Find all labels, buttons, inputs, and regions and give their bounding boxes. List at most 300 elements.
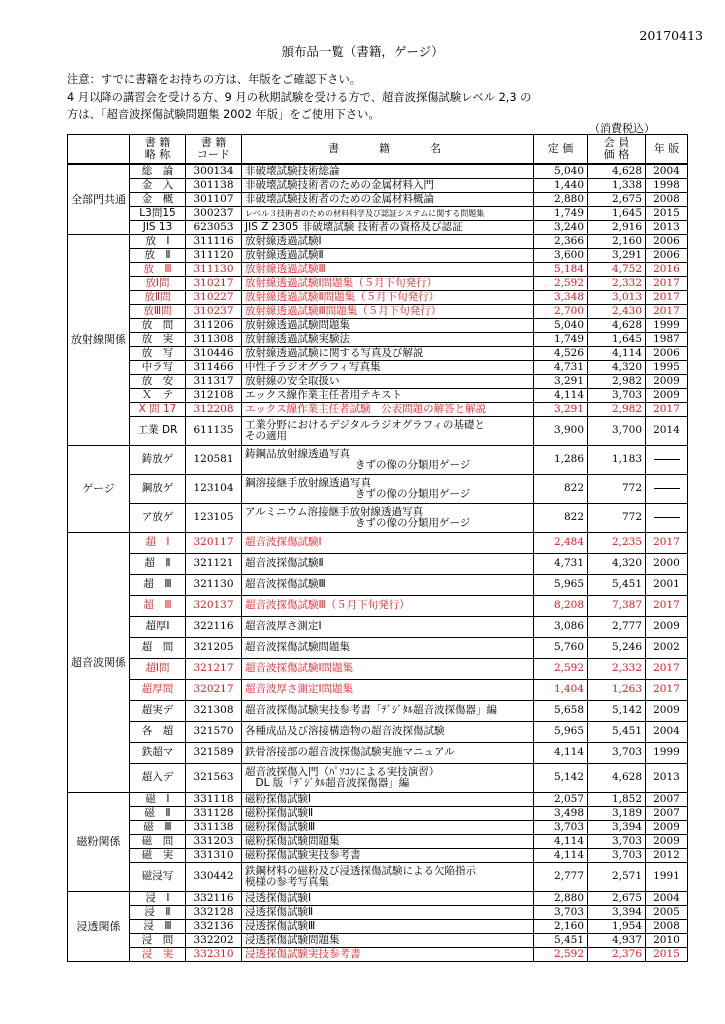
book-title-cell: 鉄鋼材料の磁粉及び浸透探傷試験による欠陥指示 模様の参考写真集 bbox=[242, 862, 534, 891]
book-abbr-cell: 鋼放ゲ bbox=[130, 474, 186, 503]
book-code-cell: 321563 bbox=[186, 763, 242, 792]
book-title-cell: 浸透探傷試験Ⅱ bbox=[242, 905, 534, 919]
list-price-cell: 2,880 bbox=[534, 192, 588, 206]
table-row bbox=[68, 700, 688, 721]
book-abbr-cell: 放 Ⅰ bbox=[130, 234, 186, 248]
no-edition-dash bbox=[654, 459, 680, 460]
table-row bbox=[68, 574, 688, 595]
table-row bbox=[68, 532, 688, 553]
member-price-cell: 1,954 bbox=[588, 919, 646, 933]
book-code-cell: 331138 bbox=[186, 820, 242, 834]
member-price-cell: 3,394 bbox=[588, 905, 646, 919]
book-code-cell: 320117 bbox=[186, 532, 242, 553]
table-row bbox=[68, 445, 688, 474]
book-abbr-cell: 浸 Ⅱ bbox=[130, 905, 186, 919]
book-abbr-cell: 放 実 bbox=[130, 332, 186, 346]
table-row bbox=[68, 220, 688, 234]
section-category-label: 浸透関係 bbox=[68, 891, 130, 961]
edition-cell: 1995 bbox=[646, 360, 688, 374]
member-price-cell: 2,332 bbox=[588, 658, 646, 679]
book-abbr-cell: 浸 問 bbox=[130, 933, 186, 947]
member-price-cell: 2,332 bbox=[588, 276, 646, 290]
table-row bbox=[68, 763, 688, 792]
edition-cell bbox=[646, 474, 688, 503]
section-category-label: 放射線関係 bbox=[68, 234, 130, 445]
list-price-cell: 5,142 bbox=[534, 763, 588, 792]
book-title-cell: 放射線透過試験実験法 bbox=[242, 332, 534, 346]
book-code-cell: 321205 bbox=[186, 637, 242, 658]
book-title-cell: 超音波探傷入門（ﾊﾟｿｺﾝによる実技演習） DL 版「ﾃﾞｼﾞﾀﾙ超音波探傷器」編 bbox=[242, 763, 534, 792]
table-row bbox=[68, 721, 688, 742]
book-abbr-cell: 放 問 bbox=[130, 318, 186, 332]
list-price-cell: 5,040 bbox=[534, 164, 588, 178]
column-header-code: 書 籍 コード bbox=[186, 135, 242, 165]
edition-cell: 1998 bbox=[646, 178, 688, 192]
book-title-cell: 超音波探傷試験Ⅰ問題集 bbox=[242, 658, 534, 679]
column-header-category bbox=[68, 135, 130, 165]
list-price-cell: 4,731 bbox=[534, 360, 588, 374]
edition-cell: 2017 bbox=[646, 679, 688, 700]
member-price-cell: 2,430 bbox=[588, 304, 646, 318]
table-row bbox=[68, 933, 688, 947]
table-row bbox=[68, 178, 688, 192]
book-abbr-cell: 浸 実 bbox=[130, 947, 186, 961]
edition-cell: 2009 bbox=[646, 616, 688, 637]
member-price-cell: 2,235 bbox=[588, 532, 646, 553]
table-row bbox=[68, 416, 688, 445]
list-price-cell: 2,700 bbox=[534, 304, 588, 318]
table-row bbox=[68, 792, 688, 806]
list-price-cell: 1,440 bbox=[534, 178, 588, 192]
member-price-cell: 4,628 bbox=[588, 318, 646, 332]
list-price-cell: 5,451 bbox=[534, 933, 588, 947]
column-header-name: 書 籍 名 bbox=[242, 135, 534, 165]
book-title-cell: 磁粉探傷試験Ⅰ bbox=[242, 792, 534, 806]
member-price-cell: 3,703 bbox=[588, 848, 646, 862]
column-header-edition: 年 版 bbox=[646, 135, 688, 165]
table-row bbox=[68, 290, 688, 304]
table-row bbox=[68, 332, 688, 346]
book-code-cell: 331310 bbox=[186, 848, 242, 862]
book-abbr-cell: 金 概 bbox=[130, 192, 186, 206]
column-header-member-price: 会 員 価 格 bbox=[588, 135, 646, 165]
edition-cell: 2002 bbox=[646, 637, 688, 658]
book-abbr-cell: 磁 実 bbox=[130, 848, 186, 862]
list-price-cell: 1,286 bbox=[534, 445, 588, 474]
table-row bbox=[68, 658, 688, 679]
list-price-cell: 1,749 bbox=[534, 332, 588, 346]
list-price-cell: 1,749 bbox=[534, 206, 588, 220]
list-price-cell: 2,592 bbox=[534, 658, 588, 679]
book-abbr-cell: 超実デ bbox=[130, 700, 186, 721]
table-row bbox=[68, 820, 688, 834]
book-title-cell: 超音波厚さ測定Ⅰ問題集 bbox=[242, 679, 534, 700]
edition-cell: 2004 bbox=[646, 891, 688, 905]
list-price-cell: 8,208 bbox=[534, 595, 588, 616]
edition-cell: 2017 bbox=[646, 532, 688, 553]
book-abbr-cell: X 問 17 bbox=[130, 402, 186, 416]
book-code-cell: 312108 bbox=[186, 388, 242, 402]
member-price-cell: 4,628 bbox=[588, 164, 646, 178]
book-title-cell: 超音波厚さ測定Ⅰ bbox=[242, 616, 534, 637]
book-title-cell: 放射線透過試験Ⅰ問題集（５月下旬発行） bbox=[242, 276, 534, 290]
book-code-cell: 310237 bbox=[186, 304, 242, 318]
book-code-cell: 331118 bbox=[186, 792, 242, 806]
member-price-cell: 5,246 bbox=[588, 637, 646, 658]
list-price-cell: 3,086 bbox=[534, 616, 588, 637]
member-price-cell: 2,982 bbox=[588, 402, 646, 416]
edition-cell: 1991 bbox=[646, 862, 688, 891]
book-title-cell: 磁粉探傷試験Ⅱ bbox=[242, 806, 534, 820]
table-body bbox=[68, 164, 688, 961]
member-price-cell: 4,628 bbox=[588, 763, 646, 792]
book-code-cell: 320217 bbox=[186, 679, 242, 700]
table-row bbox=[68, 806, 688, 820]
table-row bbox=[68, 388, 688, 402]
member-price-cell: 3,291 bbox=[588, 248, 646, 262]
book-title-cell: 超音波探傷試験Ⅱ bbox=[242, 553, 534, 574]
book-title-cell: 磁粉探傷試験実技参考書 bbox=[242, 848, 534, 862]
book-title-cell: アルミニウム溶接継手放射線透過写真 きずの像の分類用ゲージ bbox=[242, 503, 534, 532]
book-abbr-cell: 超入デ bbox=[130, 763, 186, 792]
edition-cell: 2009 bbox=[646, 700, 688, 721]
list-price-cell: 3,900 bbox=[534, 416, 588, 445]
member-price-cell: 3,013 bbox=[588, 290, 646, 304]
edition-cell: 2009 bbox=[646, 834, 688, 848]
book-code-cell: 331128 bbox=[186, 806, 242, 820]
edition-cell: 1999 bbox=[646, 742, 688, 763]
book-code-cell: 623053 bbox=[186, 220, 242, 234]
list-price-cell: 4,526 bbox=[534, 346, 588, 360]
table-row bbox=[68, 503, 688, 532]
edition-cell: 2010 bbox=[646, 933, 688, 947]
table-row bbox=[68, 834, 688, 848]
book-code-cell: 321570 bbox=[186, 721, 242, 742]
book-abbr-cell: 総 論 bbox=[130, 164, 186, 178]
book-title-cell: レベル３技術者のための材料科学及び認証システムに関する問題集 bbox=[242, 206, 534, 220]
member-price-cell: 7,387 bbox=[588, 595, 646, 616]
list-price-cell: 3,498 bbox=[534, 806, 588, 820]
column-header-abbr: 書 籍 略 称 bbox=[130, 135, 186, 165]
book-abbr-cell: 超 Ⅱ bbox=[130, 553, 186, 574]
member-price-cell: 772 bbox=[588, 474, 646, 503]
table-row bbox=[68, 862, 688, 891]
edition-cell: 2013 bbox=[646, 763, 688, 792]
book-title-cell: 磁粉探傷試験問題集 bbox=[242, 834, 534, 848]
list-price-cell: 3,703 bbox=[534, 905, 588, 919]
table-row bbox=[68, 234, 688, 248]
book-abbr-cell: 超厚問 bbox=[130, 679, 186, 700]
book-abbr-cell: 工業 DR bbox=[130, 416, 186, 445]
book-title-cell: 放射線透過試験Ⅱ問題集（５月下旬発行） bbox=[242, 290, 534, 304]
book-title-cell: 放射線透過試験Ⅰ bbox=[242, 234, 534, 248]
member-price-cell: 2,675 bbox=[588, 891, 646, 905]
member-price-cell: 1,263 bbox=[588, 679, 646, 700]
list-price-cell: 2,160 bbox=[534, 919, 588, 933]
book-abbr-cell: 超 Ⅲ bbox=[130, 574, 186, 595]
book-code-cell: 311317 bbox=[186, 374, 242, 388]
book-abbr-cell: 磁浸写 bbox=[130, 862, 186, 891]
table-row bbox=[68, 206, 688, 220]
price-table bbox=[67, 134, 688, 962]
book-code-cell: 310217 bbox=[186, 276, 242, 290]
book-title-cell: JIS Z 2305 非破壊試験 技術者の資格及び認証 bbox=[242, 220, 534, 234]
book-abbr-cell: 浸 Ⅰ bbox=[130, 891, 186, 905]
book-abbr-cell: 放Ⅲ問 bbox=[130, 304, 186, 318]
book-code-cell: 321121 bbox=[186, 553, 242, 574]
document-title: 頒布品一覧（書籍，ゲージ） bbox=[281, 44, 444, 59]
book-code-cell: 311206 bbox=[186, 318, 242, 332]
book-title-cell: 鉄骨溶接部の超音波探傷試験実施マニュアル bbox=[242, 742, 534, 763]
list-price-cell: 3,240 bbox=[534, 220, 588, 234]
table-row bbox=[68, 262, 688, 276]
edition-cell: 2006 bbox=[646, 346, 688, 360]
member-price-cell: 1,183 bbox=[588, 445, 646, 474]
book-title-cell: 超音波探傷試験Ⅲ bbox=[242, 574, 534, 595]
notice-line: 4 月以降の講習会を受ける方、9 月の秋期試験を受ける方で、超音波探傷試験レベル 2,3 の bbox=[67, 90, 532, 104]
table-row bbox=[68, 905, 688, 919]
book-title-cell: 工業分野におけるデジタルラジオグラフィの基礎と その適用 bbox=[242, 416, 534, 445]
book-abbr-cell: 超厚Ⅰ bbox=[130, 616, 186, 637]
book-code-cell: 321589 bbox=[186, 742, 242, 763]
book-code-cell: 311466 bbox=[186, 360, 242, 374]
book-title-cell: 放射線透過試験Ⅲ問題集（５月下旬発行） bbox=[242, 304, 534, 318]
section-category-label: 磁粉関係 bbox=[68, 792, 130, 891]
book-abbr-cell: 超Ⅰ問 bbox=[130, 658, 186, 679]
edition-cell: 2005 bbox=[646, 905, 688, 919]
table-row bbox=[68, 553, 688, 574]
edition-cell: 2006 bbox=[646, 234, 688, 248]
book-title-cell: 非破壊試験技術者のための金属材料概論 bbox=[242, 192, 534, 206]
book-title-cell: 各種成品及び溶接構造物の超音波探傷試験 bbox=[242, 721, 534, 742]
table-row bbox=[68, 374, 688, 388]
book-code-cell: 311120 bbox=[186, 248, 242, 262]
list-price-cell: 4,731 bbox=[534, 553, 588, 574]
table-row bbox=[68, 276, 688, 290]
edition-cell: 2017 bbox=[646, 658, 688, 679]
list-price-cell: 4,114 bbox=[534, 388, 588, 402]
book-title-cell: 放射線の安全取扱い bbox=[242, 374, 534, 388]
list-price-cell: 2,592 bbox=[534, 947, 588, 961]
member-price-cell: 2,916 bbox=[588, 220, 646, 234]
book-code-cell: 123105 bbox=[186, 503, 242, 532]
edition-cell: 2004 bbox=[646, 721, 688, 742]
book-abbr-cell: 各 超 bbox=[130, 721, 186, 742]
table-row bbox=[68, 304, 688, 318]
list-price-cell: 5,658 bbox=[534, 700, 588, 721]
edition-cell: 2006 bbox=[646, 248, 688, 262]
no-edition-dash bbox=[654, 517, 680, 518]
list-price-cell: 2,057 bbox=[534, 792, 588, 806]
book-abbr-cell: 放 写 bbox=[130, 346, 186, 360]
list-price-cell: 3,291 bbox=[534, 402, 588, 416]
book-code-cell: 300237 bbox=[186, 206, 242, 220]
book-abbr-cell: 放Ⅰ問 bbox=[130, 276, 186, 290]
book-abbr-cell: 中ラ写 bbox=[130, 360, 186, 374]
table-row bbox=[68, 474, 688, 503]
book-code-cell: 321217 bbox=[186, 658, 242, 679]
book-title-cell: 鋼溶接継手放射線透過写真 きずの像の分類用ゲージ bbox=[242, 474, 534, 503]
member-price-cell: 2,777 bbox=[588, 616, 646, 637]
book-abbr-cell: 磁 Ⅰ bbox=[130, 792, 186, 806]
member-price-cell: 2,160 bbox=[588, 234, 646, 248]
no-edition-dash bbox=[654, 488, 680, 489]
list-price-cell: 1,404 bbox=[534, 679, 588, 700]
book-abbr-cell: 放 安 bbox=[130, 374, 186, 388]
book-code-cell: 332310 bbox=[186, 947, 242, 961]
edition-cell: 2017 bbox=[646, 595, 688, 616]
book-code-cell: 320137 bbox=[186, 595, 242, 616]
list-price-cell: 3,600 bbox=[534, 248, 588, 262]
list-price-cell: 5,184 bbox=[534, 262, 588, 276]
book-abbr-cell: 放Ⅱ問 bbox=[130, 290, 186, 304]
edition-cell: 2015 bbox=[646, 206, 688, 220]
list-price-cell: 3,348 bbox=[534, 290, 588, 304]
book-title-cell: 放射線透過試験に関する写真及び解説 bbox=[242, 346, 534, 360]
edition-cell: 2008 bbox=[646, 192, 688, 206]
document-date: 20170413 bbox=[639, 28, 703, 43]
book-code-cell: 332116 bbox=[186, 891, 242, 905]
table-row bbox=[68, 919, 688, 933]
book-code-cell: 311130 bbox=[186, 262, 242, 276]
edition-cell bbox=[646, 445, 688, 474]
edition-cell: 2017 bbox=[646, 402, 688, 416]
member-price-cell: 3,189 bbox=[588, 806, 646, 820]
book-title-cell: 浸透探傷試験実技参考書 bbox=[242, 947, 534, 961]
list-price-cell: 4,114 bbox=[534, 848, 588, 862]
table-row bbox=[68, 637, 688, 658]
edition-cell: 2017 bbox=[646, 304, 688, 318]
edition-cell bbox=[646, 503, 688, 532]
member-price-cell: 1,645 bbox=[588, 206, 646, 220]
table-header-row bbox=[68, 135, 688, 165]
edition-cell: 2016 bbox=[646, 262, 688, 276]
book-code-cell: 310446 bbox=[186, 346, 242, 360]
member-price-cell: 2,571 bbox=[588, 862, 646, 891]
member-price-cell: 5,142 bbox=[588, 700, 646, 721]
member-price-cell: 5,451 bbox=[588, 574, 646, 595]
book-title-cell: 超音波探傷試験Ⅲ（５月下旬発行） bbox=[242, 595, 534, 616]
edition-cell: 2009 bbox=[646, 374, 688, 388]
table-row bbox=[68, 848, 688, 862]
book-code-cell: 331203 bbox=[186, 834, 242, 848]
list-price-cell: 5,965 bbox=[534, 574, 588, 595]
edition-cell: 2004 bbox=[646, 164, 688, 178]
member-price-cell: 4,752 bbox=[588, 262, 646, 276]
member-price-cell: 2,982 bbox=[588, 374, 646, 388]
member-price-cell: 3,703 bbox=[588, 834, 646, 848]
book-code-cell: 120581 bbox=[186, 445, 242, 474]
notice-text bbox=[67, 71, 707, 124]
list-price-cell: 2,880 bbox=[534, 891, 588, 905]
book-abbr-cell: 金 入 bbox=[130, 178, 186, 192]
column-header-price: 定 価 bbox=[534, 135, 588, 165]
edition-cell: 2017 bbox=[646, 276, 688, 290]
book-code-cell: 311308 bbox=[186, 332, 242, 346]
book-title-cell: 非破壊試験技術総論 bbox=[242, 164, 534, 178]
book-code-cell: 332128 bbox=[186, 905, 242, 919]
book-title-cell: 放射線透過試験Ⅱ bbox=[242, 248, 534, 262]
edition-cell: 2015 bbox=[646, 947, 688, 961]
book-code-cell: 321130 bbox=[186, 574, 242, 595]
book-code-cell: 312208 bbox=[186, 402, 242, 416]
book-title-cell: 超音波探傷試験実技参考書「ﾃﾞｼﾞﾀﾙ超音波探傷器」編 bbox=[242, 700, 534, 721]
table-row bbox=[68, 164, 688, 178]
member-price-cell: 5,451 bbox=[588, 721, 646, 742]
table-row bbox=[68, 679, 688, 700]
notice-line: 注意：すでに書籍をお持ちの方は、年版をご確認下さい。 bbox=[67, 73, 362, 86]
list-price-cell: 4,114 bbox=[534, 834, 588, 848]
book-title-cell: 放射線透過試験問題集 bbox=[242, 318, 534, 332]
edition-cell: 2012 bbox=[646, 848, 688, 862]
edition-cell: 2009 bbox=[646, 388, 688, 402]
book-code-cell: 301107 bbox=[186, 192, 242, 206]
book-title-cell: 磁粉探傷試験Ⅲ bbox=[242, 820, 534, 834]
edition-cell: 2013 bbox=[646, 220, 688, 234]
edition-cell: 2007 bbox=[646, 806, 688, 820]
table-row bbox=[68, 360, 688, 374]
section-category-label: 超音波関係 bbox=[68, 532, 130, 792]
edition-cell: 2017 bbox=[646, 290, 688, 304]
list-price-cell: 2,592 bbox=[534, 276, 588, 290]
member-price-cell: 4,114 bbox=[588, 346, 646, 360]
book-abbr-cell: 磁 問 bbox=[130, 834, 186, 848]
member-price-cell: 4,937 bbox=[588, 933, 646, 947]
member-price-cell: 772 bbox=[588, 503, 646, 532]
book-code-cell: 321308 bbox=[186, 700, 242, 721]
book-abbr-cell: 鉄超マ bbox=[130, 742, 186, 763]
table-row bbox=[68, 616, 688, 637]
edition-cell: 1987 bbox=[646, 332, 688, 346]
book-title-cell: 非破壊試験技術者のための金属材料入門 bbox=[242, 178, 534, 192]
book-abbr-cell: 超 問 bbox=[130, 637, 186, 658]
book-title-cell: エックス線作業主任者用テキスト bbox=[242, 388, 534, 402]
book-code-cell: 300134 bbox=[186, 164, 242, 178]
book-title-cell: 浸透探傷試験問題集 bbox=[242, 933, 534, 947]
book-title-cell: 放射線透過試験Ⅲ bbox=[242, 262, 534, 276]
book-code-cell: 310227 bbox=[186, 290, 242, 304]
table-row bbox=[68, 891, 688, 905]
member-price-cell: 2,376 bbox=[588, 947, 646, 961]
book-title-cell: 超音波探傷試験Ⅰ bbox=[242, 532, 534, 553]
section-category-label: 全部門共通 bbox=[68, 164, 130, 234]
book-abbr-cell: 磁 Ⅲ bbox=[130, 820, 186, 834]
list-price-cell: 5,040 bbox=[534, 318, 588, 332]
member-price-cell: 3,700 bbox=[588, 416, 646, 445]
member-price-cell: 2,675 bbox=[588, 192, 646, 206]
table-row bbox=[68, 318, 688, 332]
edition-cell: 2007 bbox=[646, 792, 688, 806]
member-price-cell: 4,320 bbox=[588, 553, 646, 574]
book-title-cell: 中性子ラジオグラフィ写真集 bbox=[242, 360, 534, 374]
list-price-cell: 2,484 bbox=[534, 532, 588, 553]
book-code-cell: 311116 bbox=[186, 234, 242, 248]
edition-cell: 2001 bbox=[646, 574, 688, 595]
list-price-cell: 822 bbox=[534, 503, 588, 532]
book-code-cell: 332202 bbox=[186, 933, 242, 947]
book-title-cell: 浸透探傷試験Ⅰ bbox=[242, 891, 534, 905]
table-row bbox=[68, 402, 688, 416]
edition-cell: 2008 bbox=[646, 919, 688, 933]
list-price-cell: 4,114 bbox=[534, 742, 588, 763]
book-code-cell: 322116 bbox=[186, 616, 242, 637]
book-code-cell: 123104 bbox=[186, 474, 242, 503]
edition-cell: 1999 bbox=[646, 318, 688, 332]
book-title-cell: 超音波探傷試験問題集 bbox=[242, 637, 534, 658]
member-price-cell: 3,703 bbox=[588, 388, 646, 402]
member-price-cell: 3,394 bbox=[588, 820, 646, 834]
tax-note: （消費税込） bbox=[589, 122, 655, 135]
